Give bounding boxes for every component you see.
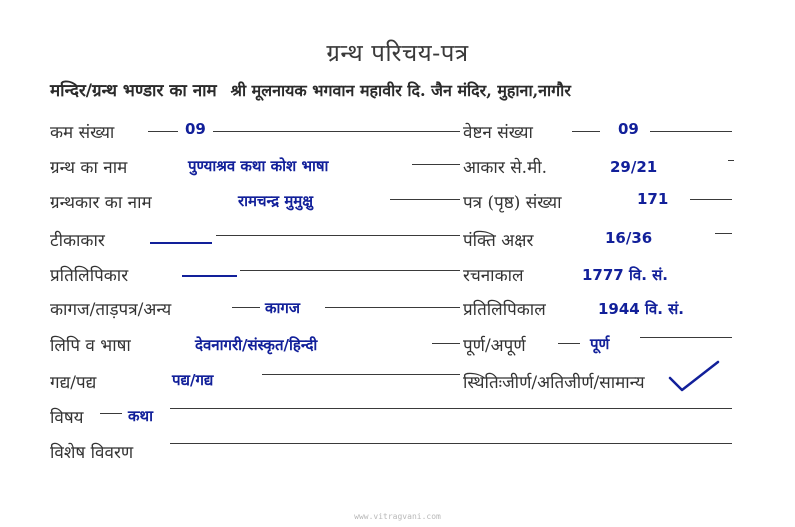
completeness-value: पूर्ण <box>590 335 610 353</box>
condition-label: स्थितिःजीर्ण/अतिजीर्ण/सामान्य <box>463 373 645 393</box>
composition-label: रचनाकाल <box>463 266 524 286</box>
author-value: रामचन्द्र मुमुक्षु <box>238 192 314 210</box>
book-name-value: पुण्याश्रव कथा कोश भाषा <box>188 157 329 175</box>
subject-value: कथा <box>128 407 153 425</box>
temple-label: मन्दिर/ग्रन्थ भण्डार का नाम <box>50 81 217 101</box>
completeness-label: पूर्ण/अपूर्ण <box>463 336 526 356</box>
rule-line <box>216 235 460 236</box>
pages-value: 171 <box>637 190 669 208</box>
temple-row <box>50 78 571 101</box>
prose-poetry-label: गद्य/पद्य <box>50 373 97 393</box>
rule-line <box>650 131 732 132</box>
rule-line <box>170 443 732 444</box>
pages-label: पत्र (पृष्ठ) संख्या <box>463 193 562 213</box>
lines-letters-label: पंक्ति अक्षर <box>463 231 534 251</box>
copyist-label: प्रतिलिपिकार <box>50 266 129 286</box>
rule-line <box>262 374 460 375</box>
prose-poetry-value: पद्य/गद्य <box>172 371 214 389</box>
size-value: 29/21 <box>610 158 658 176</box>
rule-line <box>412 164 460 165</box>
author-label: ग्रन्थकार का नाम <box>50 193 152 213</box>
rule-line <box>213 131 460 132</box>
serial-no-value: 09 <box>185 120 206 138</box>
subject-label: विषय <box>50 408 84 428</box>
copy-period-label: प्रतिलिपिकाल <box>463 300 546 320</box>
material-value: कागज <box>265 299 300 317</box>
check-mark-icon <box>668 358 724 400</box>
rule-line <box>240 270 460 271</box>
rule-line <box>325 307 460 308</box>
rule-line <box>170 408 732 409</box>
page-title: ग्रन्थ परिचय-पत्र <box>326 39 469 67</box>
rule-line <box>728 160 734 161</box>
copy-period-value: 1944 वि. सं. <box>598 300 684 318</box>
material-label: कागज/ताड़पत्र/अन्य <box>50 300 172 320</box>
composition-value: 1777 वि. सं. <box>582 266 668 284</box>
serial-no-label: कम संख्या <box>50 123 115 143</box>
temple-value: श्री मूलनायक भगवान महावीर दि. जैन मंदिर, मुहाना,नागौर <box>230 81 571 100</box>
remarks-label: विशेष विवरण <box>50 443 134 463</box>
book-name-label: ग्रन्थ का नाम <box>50 158 128 178</box>
commentator-label: टीकाकार <box>50 231 105 251</box>
commentator-value <box>150 242 212 244</box>
bundle-no-value: 09 <box>618 120 639 138</box>
rule-line <box>390 199 460 200</box>
rule-line <box>100 413 122 414</box>
rule-line <box>640 337 732 338</box>
bundle-no-label: वेष्टन संख्या <box>463 123 533 143</box>
rule-line <box>690 199 732 200</box>
copyist-value <box>182 275 237 277</box>
script-lang-label: लिपि व भाषा <box>50 336 131 356</box>
rule-line <box>148 131 178 132</box>
lines-letters-value: 16/36 <box>605 229 653 247</box>
watermark-url: www.vitragvani.com <box>354 512 441 521</box>
rule-line <box>572 131 600 132</box>
script-lang-value: देवनागरी/संस्कृत/हिन्दी <box>195 336 318 354</box>
size-label: आकार से.मी. <box>463 158 548 178</box>
rule-line <box>432 343 460 344</box>
rule-line <box>715 233 732 234</box>
rule-line <box>558 343 580 344</box>
rule-line <box>232 307 260 308</box>
